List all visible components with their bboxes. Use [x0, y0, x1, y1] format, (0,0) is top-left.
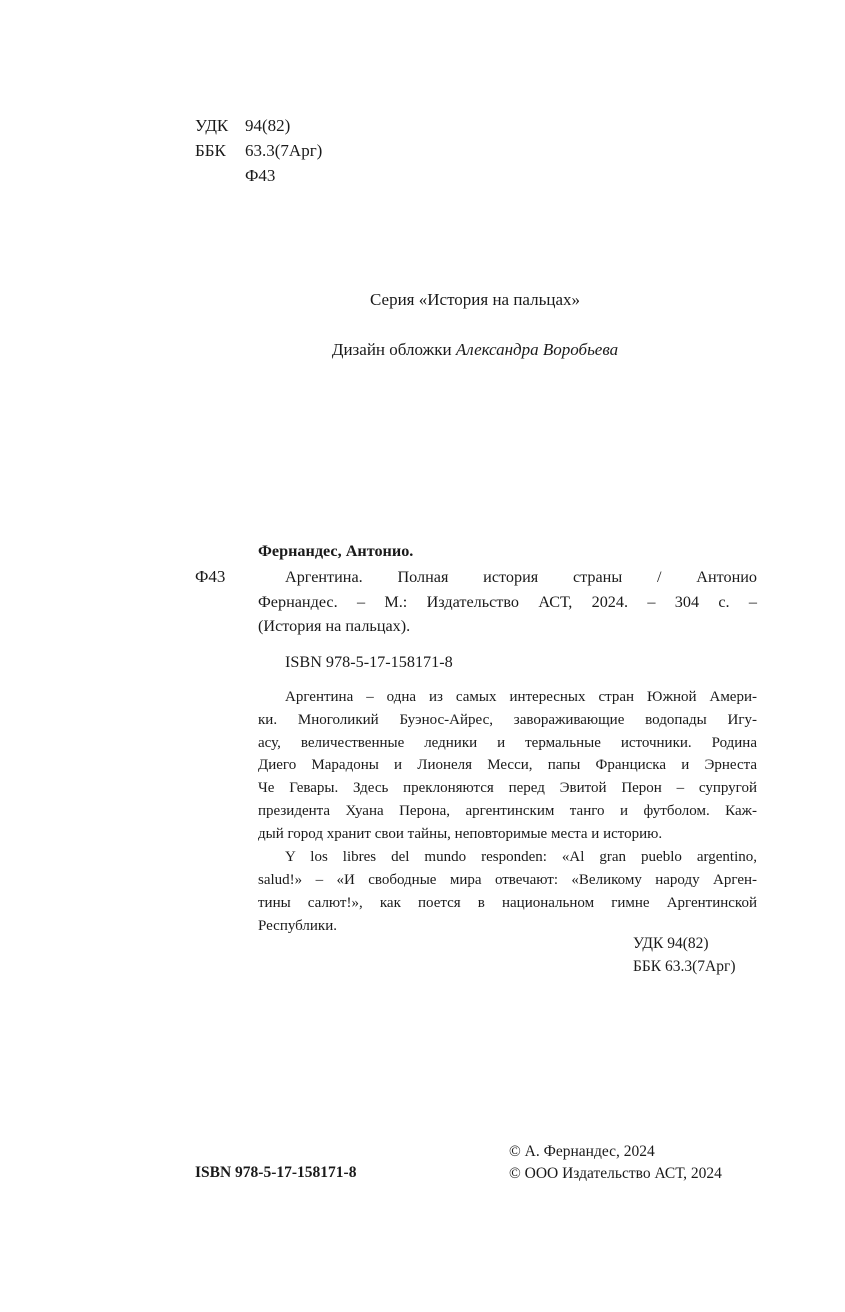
copyright-author: © А. Фернандес, 2024 [509, 1143, 655, 1160]
abstract-line: Диего Марадоны и Лионеля Месси, папы Франциска и Эрнеста [258, 757, 757, 773]
abstract-line: президента Хуана Перона, аргентинским танго и футболом. Каж- [258, 803, 757, 819]
udk-label: УДК [195, 116, 229, 135]
cover-design-prefix: Дизайн обложки [331, 340, 452, 359]
abstract-line: Аргентина – одна из самых интересных стран Южной Амери- [285, 689, 757, 705]
entry-mark: Ф43 [195, 567, 226, 586]
abstract-line: дый город хранит свои тайны, неповторимые места и историю. [258, 826, 663, 842]
entry-line: Аргентина. Полная история страны / Антонио [285, 568, 757, 586]
entry-author: Фернандес, Антонио. [258, 542, 414, 560]
entry-line: Фернандес. – М.: Издательство АСТ, 2024. – 304 с. – [258, 593, 757, 611]
copyright-publisher: © ООО Издательство АСТ, 2024 [509, 1165, 722, 1182]
bbk-value: 63.3(7Арг) [245, 141, 323, 160]
author-mark: Ф43 [245, 166, 276, 185]
abstract-line: асу, величественные ледники и термальные источники. Родина [258, 735, 757, 751]
abstract-line: salud!» – «И свободные мира отвечают: «Великому народу Арген- [258, 872, 757, 888]
footer-isbn: ISBN 978-5-17-158171-8 [195, 1164, 357, 1181]
entry-line: (История на пальцах). [258, 617, 411, 635]
cover-design-line [0, 340, 845, 360]
abstract-line: Че Гевары. Здесь преклоняются перед Эвитой Перон – супругой [258, 780, 757, 796]
udk-value: 94(82) [245, 116, 291, 135]
cover-designer-name: Александра Воробьева [455, 340, 619, 359]
index-bbk: ББК 63.3(7Арг) [633, 958, 736, 975]
abstract-line: Y los libres del mundo responden: «Al gran pueblo argentino, [285, 849, 757, 865]
bbk-label: ББК [195, 141, 226, 160]
index-udk: УДК 94(82) [633, 935, 709, 952]
abstract-line: Республики. [258, 918, 337, 934]
abstract-line: тины салют!», как поется в национальном гимне Аргентинской [258, 895, 757, 911]
entry-isbn: ISBN 978-5-17-158171-8 [285, 653, 453, 671]
abstract-line: ки. Многоликий Буэнос-Айрес, завораживающие водопады Игу- [258, 712, 757, 728]
series-line: Серия «История на пальцах» [369, 290, 581, 309]
